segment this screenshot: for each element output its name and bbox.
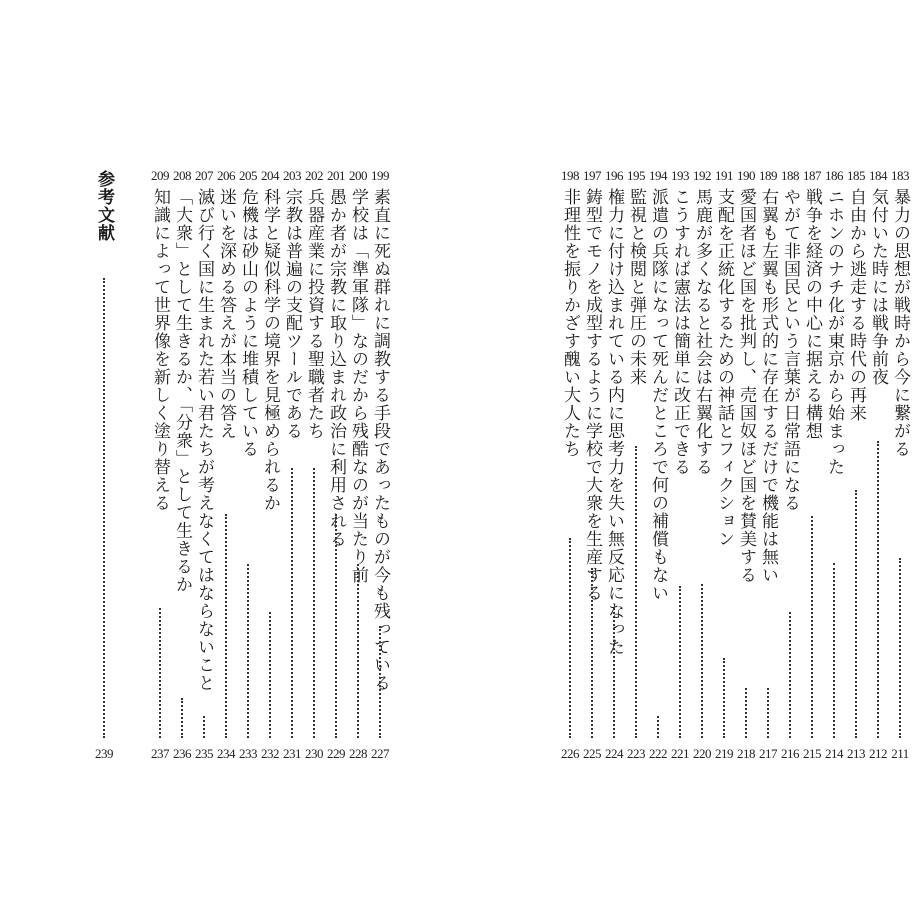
entry-number: 204	[261, 168, 279, 183]
entry-number: 193	[671, 168, 689, 183]
entry-title: こうすれば憲法は簡単に改正できる	[670, 188, 690, 476]
toc-entry-207[interactable]	[192, 168, 216, 768]
entry-page-number: 231	[283, 746, 301, 761]
dot-leader	[103, 278, 105, 738]
entry-title: 危機は砂山のように堆積している	[238, 188, 258, 458]
entry-page-number: 215	[803, 746, 821, 761]
entry-page-number: 233	[239, 746, 257, 761]
toc-entry-187[interactable]	[800, 168, 824, 768]
entry-title: 戦争を経済の中心に据える構想	[802, 188, 822, 440]
toc-entry-204[interactable]	[258, 168, 282, 768]
dot-leader	[701, 584, 703, 738]
toc-entry-185[interactable]	[844, 168, 868, 768]
entry-title: 知識によって世界像を新しく塗り替える	[150, 188, 170, 512]
entry-title: 素直に死ぬ群れに調教する手段であったものが今も残っている	[370, 188, 390, 692]
entry-title: 権力に付け込まれている内に思考力を失い無反応になった	[604, 188, 624, 656]
toc-entry-189[interactable]	[756, 168, 780, 768]
entry-title: 自由から逃走する時代の再来	[846, 188, 866, 422]
entry-page-number: 224	[605, 746, 623, 761]
dot-leader	[379, 626, 381, 738]
entry-number: 200	[349, 168, 367, 183]
dot-leader	[569, 538, 571, 738]
dot-leader	[855, 490, 857, 738]
entry-number: 188	[781, 168, 799, 183]
entry-number: 183	[891, 168, 909, 183]
entry-page-number: 213	[847, 746, 865, 761]
entry-title: 暴力の思想が戦時から今に繋がる	[890, 188, 910, 458]
entry-number: 192	[693, 168, 711, 183]
entry-page-number: 221	[671, 746, 689, 761]
references-page-number: 239	[95, 746, 113, 761]
toc-entry-198[interactable]	[558, 168, 582, 768]
dot-leader	[291, 468, 293, 738]
dot-leader	[635, 446, 637, 738]
toc-entry-203[interactable]	[280, 168, 304, 768]
dot-leader	[269, 612, 271, 738]
dot-leader	[313, 468, 315, 738]
entry-title: 学校は「準軍隊」なのだから残酷なのが当たり前	[348, 188, 368, 584]
entry-page-number: 214	[825, 746, 843, 761]
toc-entry-200[interactable]	[346, 168, 370, 768]
toc-entry-184[interactable]	[866, 168, 890, 768]
dot-leader	[723, 658, 725, 738]
dot-leader	[203, 716, 205, 738]
entry-number: 208	[173, 168, 191, 183]
dot-leader	[247, 564, 249, 738]
entry-title: やがて非国民という言葉が日常語になる	[780, 188, 800, 512]
toc-entry-209[interactable]	[148, 168, 172, 768]
dot-leader	[745, 688, 747, 738]
entry-number: 201	[327, 168, 345, 183]
dot-leader	[225, 514, 227, 738]
entry-page-number: 232	[261, 746, 279, 761]
dot-leader	[789, 612, 791, 738]
entry-number: 190	[737, 168, 755, 183]
entry-title: 派遣の兵隊になって死んだところで何の補償もない	[648, 188, 668, 602]
entry-title: 「大衆」として生きるか、「分衆」として生きるか	[172, 188, 192, 594]
entry-title: 滅び行く国に生まれた若い君たちが考えなくてはならないこと	[194, 188, 214, 692]
entry-number: 194	[649, 168, 667, 183]
toc-entry-205[interactable]	[236, 168, 260, 768]
entry-number: 186	[825, 168, 843, 183]
toc-entry-188[interactable]	[778, 168, 802, 768]
toc-entry-208[interactable]	[170, 168, 194, 768]
dot-leader	[159, 608, 161, 738]
entry-page-number: 237	[151, 746, 169, 761]
right-page	[520, 0, 920, 920]
toc-entry-186[interactable]	[822, 168, 846, 768]
entry-page-number: 228	[349, 746, 367, 761]
toc-entry-183[interactable]	[888, 168, 912, 768]
dot-leader	[877, 441, 879, 738]
entry-page-number: 219	[715, 746, 733, 761]
entry-page-number: 226	[561, 746, 579, 761]
toc-entry-206[interactable]	[214, 168, 238, 768]
left-page	[0, 0, 420, 920]
entry-title: 馬鹿が多くなると社会は右翼化する	[692, 188, 712, 476]
entry-page-number: 236	[173, 746, 191, 761]
dot-leader	[811, 516, 813, 738]
dot-leader	[335, 514, 337, 738]
toc-entry-194[interactable]	[646, 168, 670, 768]
entry-page-number: 212	[869, 746, 887, 761]
toc-entry-192[interactable]	[690, 168, 714, 768]
references-title: 参考文献	[94, 170, 114, 242]
entry-number: 191	[715, 168, 733, 183]
toc-entry-196[interactable]	[602, 168, 626, 768]
dot-leader	[899, 558, 901, 738]
entry-page-number: 222	[649, 746, 667, 761]
entry-title: 宗教は普遍の支配ツールである	[282, 188, 302, 440]
entry-number: 207	[195, 168, 213, 183]
entry-title: 右翼も左翼も形式的に存在するだけで機能は無い	[758, 188, 778, 584]
toc-entry-199[interactable]	[368, 168, 392, 768]
toc-entry-195[interactable]	[624, 168, 648, 768]
toc-entry-201[interactable]	[324, 168, 348, 768]
entry-number: 187	[803, 168, 821, 183]
entry-number: 189	[759, 168, 777, 183]
entry-number: 205	[239, 168, 257, 183]
dot-leader	[679, 586, 681, 738]
toc-entry-190[interactable]	[734, 168, 758, 768]
entry-page-number: 230	[305, 746, 323, 761]
entry-number: 199	[371, 168, 389, 183]
dot-leader	[591, 568, 593, 738]
entry-title: 非理性を振りかざす醜い大人たち	[560, 188, 580, 458]
entry-title: 鋳型でモノを成型するように学校で大衆を生産する	[582, 188, 602, 602]
entry-title: 支配を正統化するための神話とフィクション	[714, 188, 734, 548]
toc-entry-191[interactable]	[712, 168, 736, 768]
entry-title: 監視と検閲と弾圧の未来	[626, 188, 646, 386]
entry-number: 202	[305, 168, 323, 183]
dot-leader	[833, 563, 835, 738]
entry-title: ニホンのナチ化が東京から始まった	[824, 188, 844, 476]
entry-page-number: 225	[583, 746, 601, 761]
dot-leader	[181, 698, 183, 738]
entry-title: 愛国者ほど国を批判し、売国奴ほど国を賛美する	[736, 188, 756, 584]
dot-leader	[767, 688, 769, 738]
entry-title: 愚か者が宗教に取り込まれ政治に利用される	[326, 188, 346, 548]
entry-page-number: 220	[693, 746, 711, 761]
entry-title: 兵器産業に投資する聖職者たち	[304, 188, 324, 440]
entry-number: 197	[583, 168, 601, 183]
entry-number: 185	[847, 168, 865, 183]
entry-number: 198	[561, 168, 579, 183]
toc-entry-202[interactable]	[302, 168, 326, 768]
entry-number: 195	[627, 168, 645, 183]
toc-entry-references[interactable]	[92, 168, 116, 768]
entry-title: 迷いを深める答えが本当の答え	[216, 188, 236, 440]
entry-title: 科学と疑似科学の境界を見極められるか	[260, 188, 280, 512]
entry-page-number: 217	[759, 746, 777, 761]
entry-page-number: 216	[781, 746, 799, 761]
dot-leader	[357, 564, 359, 738]
entry-number: 196	[605, 168, 623, 183]
toc-entry-197[interactable]	[580, 168, 604, 768]
entry-number: 203	[283, 168, 301, 183]
entry-page-number: 227	[371, 746, 389, 761]
entry-number: 184	[869, 168, 887, 183]
entry-page-number: 211	[891, 746, 909, 761]
dot-leader	[613, 608, 615, 738]
entry-number: 206	[217, 168, 235, 183]
entry-page-number: 234	[217, 746, 235, 761]
entry-page-number: 223	[627, 746, 645, 761]
entry-page-number: 235	[195, 746, 213, 761]
entry-number: 209	[151, 168, 169, 183]
entry-page-number: 218	[737, 746, 755, 761]
entry-page-number: 229	[327, 746, 345, 761]
toc-entry-193[interactable]	[668, 168, 692, 768]
entry-title: 気付いた時には戦争前夜	[868, 188, 888, 386]
dot-leader	[657, 716, 659, 738]
